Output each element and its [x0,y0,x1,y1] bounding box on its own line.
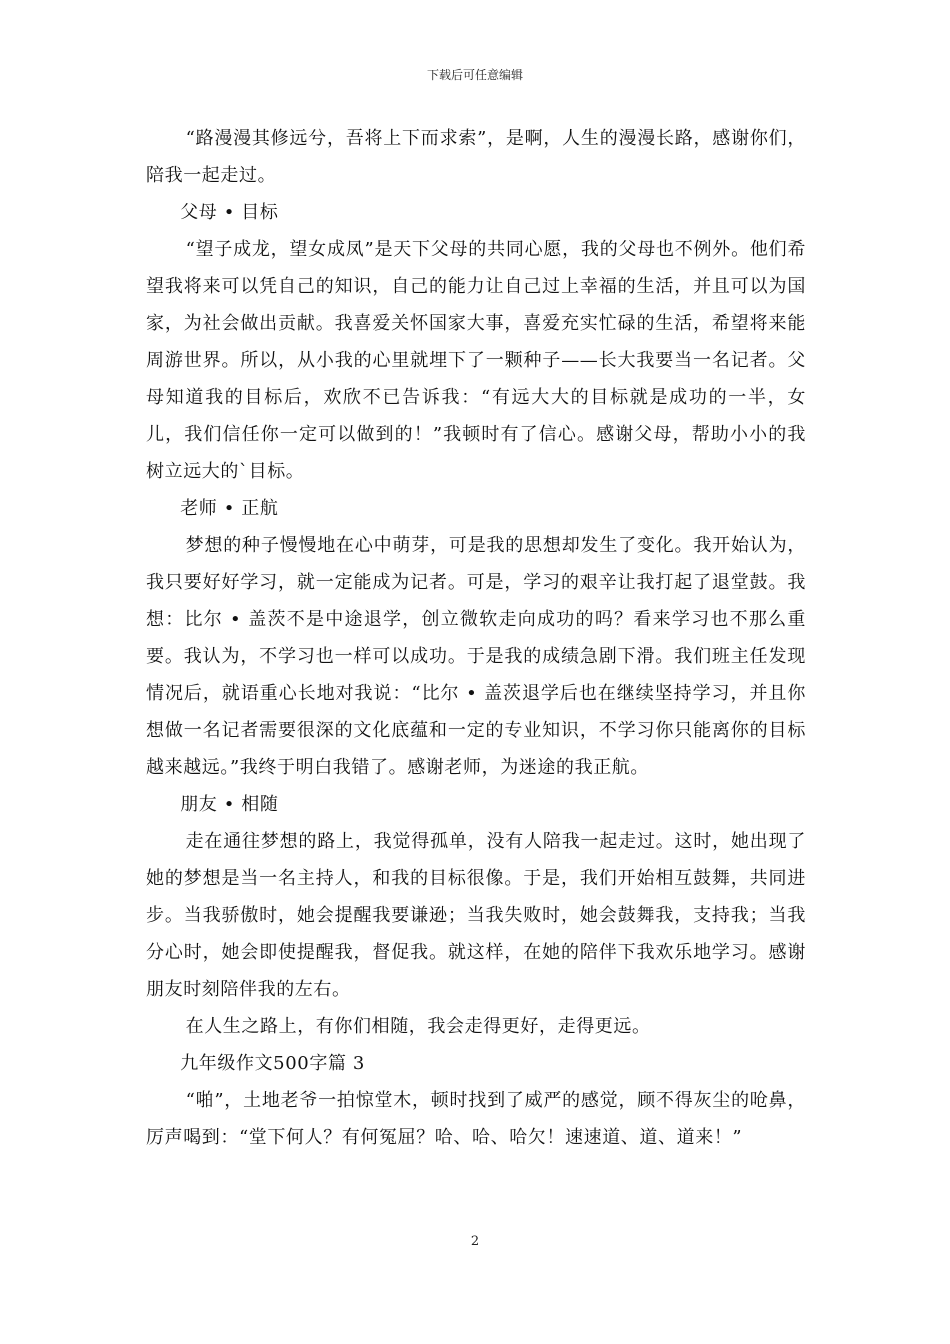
section-heading: 朋友 • 相随 [180,794,279,815]
body-paragraph: 梦想的种子慢慢地在心中萌芽，可是我的思想却发生了变化。我开始认为，我只要好好学习，就一定能成为记者。可是，学习的艰辛让我打起了退堂鼓。我想：比尔 • 盖茨不是中途退学，创立微软走向成功的吗？看来学习也不那么重要。我认为，不学习也一样可以成功。于是我的成绩急剧下滑。我们班主任发现情况后，就语重心长地对我说：“比尔 • 盖茨退学后也在继续坚持学习，并且你想做一名记者需要很深的文化底蕴和一定的专业知识，不学习你只能离你的目标越来越远。”我终于明白我错了。感谢老师，为迷途的我正航。 [146,535,806,778]
body-paragraph: “路漫漫其修远兮，吾将上下而求索”，是啊，人生的漫漫长路，感谢你们，陪我一起走过。 [146,128,806,186]
body-paragraph: “啪”，土地老爷一拍惊堂木，顿时找到了威严的感觉，顾不得灰尘的呛鼻，厉声喝到：“堂下何人？有何冤屈？哈、哈、哈欠！速速道、道、道来！” [146,1090,806,1148]
page-header: 下载后可任意编辑 [426,68,523,82]
essay-title: 九年级作文500字篇 3 [180,1053,365,1074]
body-paragraph: 走在通往梦想的路上，我觉得孤单，没有人陪我一起走过。这时，她出现了她的梦想是当一名主持人，和我的目标很像。于是，我们开始相互鼓舞，共同进步。当我骄傲时，她会提醒我要谦逊；当我失败时，她会鼓舞我，支持我；当我分心时，她会即使提醒我，督促我。就这样，在她的陪伴下我欢乐地学习。感谢朋友时刻陪伴我的左右。 [146,831,806,1000]
page-number: 2 [470,1234,480,1249]
body-paragraph: 在人生之路上，有你们相随，我会走得更好，走得更远。 [185,1016,651,1037]
section-heading: 老师 • 正航 [180,498,279,519]
document-body [146,120,806,1156]
body-paragraph: “望子成龙，望女成凤”是天下父母的共同心愿，我的父母也不例外。他们希望我将来可以凭自己的知识，自己的能力让自己过上幸福的生活，并且可以为国家，为社会做出贡献。我喜爱关怀国家大事，喜爱充实忙碌的生活，希望将来能周游世界。所以，从小我的心里就埋下了一颗种子——长大我要当一名记者。父母知道我的目标后，欢欣不已告诉我：“有远大大的目标就是成功的一半，女儿，我们信任你一定可以做到的！”我顿时有了信心。感谢父母，帮助小小的我树立远大的`目标。 [146,239,806,482]
section-heading: 父母 • 目标 [180,202,279,223]
